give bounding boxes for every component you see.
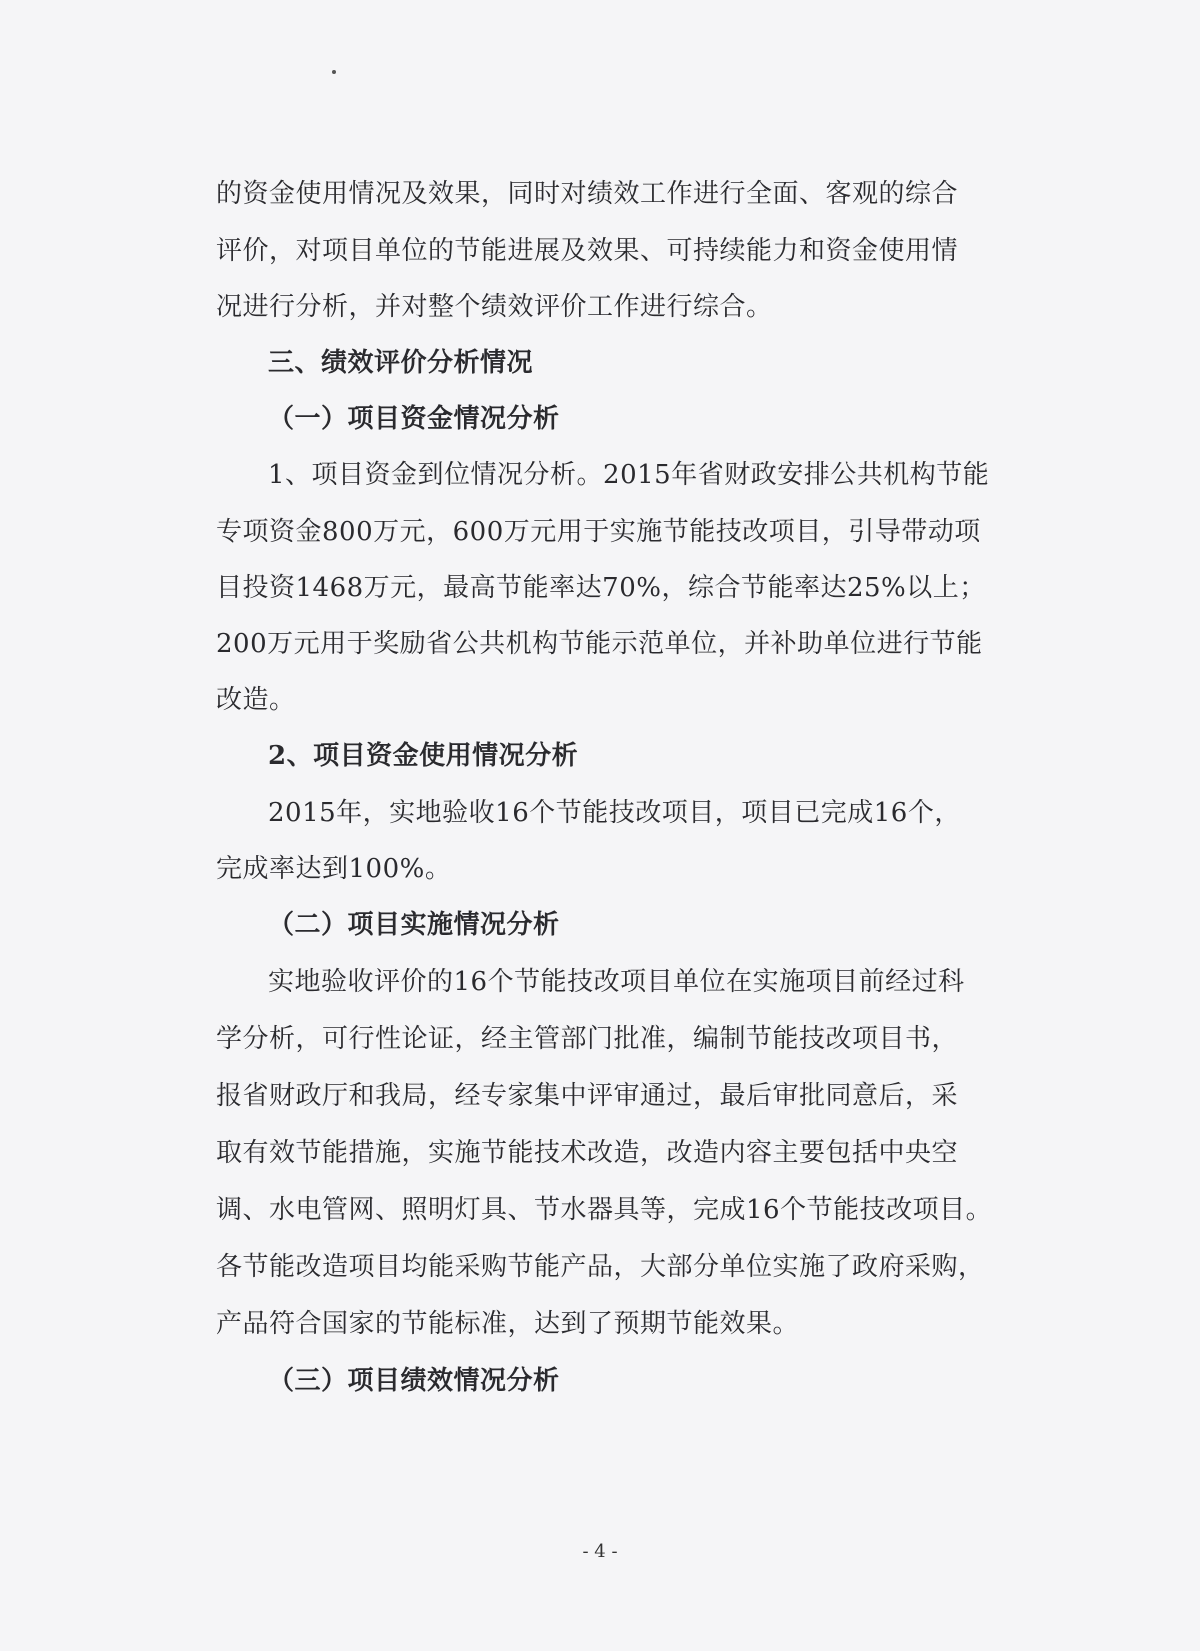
page-number: - 4 - xyxy=(582,1541,618,1562)
body-text-line: 产品符合国家的节能标准，达到了预期节能效果。 xyxy=(216,1309,800,1339)
body-text-line: 2015年，实地验收16个节能技改项目，项目已完成16个， xyxy=(268,798,961,828)
body-text-line: 评价，对项目单位的节能进展及效果、可持续能力和资金使用情 xyxy=(216,236,959,266)
subsection-heading: （二）项目实施情况分析 xyxy=(268,910,560,940)
section-heading: 三、绩效评价分析情况 xyxy=(268,348,534,378)
body-text-line: 1、项目资金到位情况分析。2015年省财政安排公共机构节能 xyxy=(268,460,990,490)
body-text-line: 改造。 xyxy=(216,685,296,715)
subsection-heading: （三）项目绩效情况分析 xyxy=(268,1366,560,1396)
body-text-line: 报省财政厅和我局，经专家集中评审通过，最后审批同意后，采 xyxy=(216,1081,959,1111)
item-heading: 2、项目资金使用情况分析 xyxy=(268,741,579,771)
body-text-line: 调、水电管网、照明灯具、节水器具等，完成16个节能技改项目。 xyxy=(216,1195,993,1225)
body-text-line: 目投资1468万元，最高节能率达70%，综合节能率达25%以上； xyxy=(216,573,986,603)
body-text-line: 学分析，可行性论证，经主管部门批准，编制节能技改项目书， xyxy=(216,1024,959,1054)
subsection-heading: （一）项目资金情况分析 xyxy=(268,404,560,434)
body-text-line: 取有效节能措施，实施节能技术改造，改造内容主要包括中央空 xyxy=(216,1138,959,1168)
body-text-line: 实地验收评价的16个节能技改项目单位在实施项目前经过科 xyxy=(268,967,965,997)
body-text-line: 200万元用于奖励省公共机构节能示范单位，并补助单位进行节能 xyxy=(216,629,983,659)
scan-speck xyxy=(332,70,336,74)
body-text-line: 各节能改造项目均能采购节能产品，大部分单位实施了政府采购， xyxy=(216,1252,985,1282)
body-text-line: 专项资金800万元，600万元用于实施节能技改项目，引导带动项 xyxy=(216,517,981,547)
body-text-line: 况进行分析，并对整个绩效评价工作进行综合。 xyxy=(216,292,773,322)
body-text-line: 完成率达到100%。 xyxy=(216,854,452,884)
body-text-line: 的资金使用情况及效果，同时对绩效工作进行全面、客观的综合 xyxy=(216,179,959,209)
